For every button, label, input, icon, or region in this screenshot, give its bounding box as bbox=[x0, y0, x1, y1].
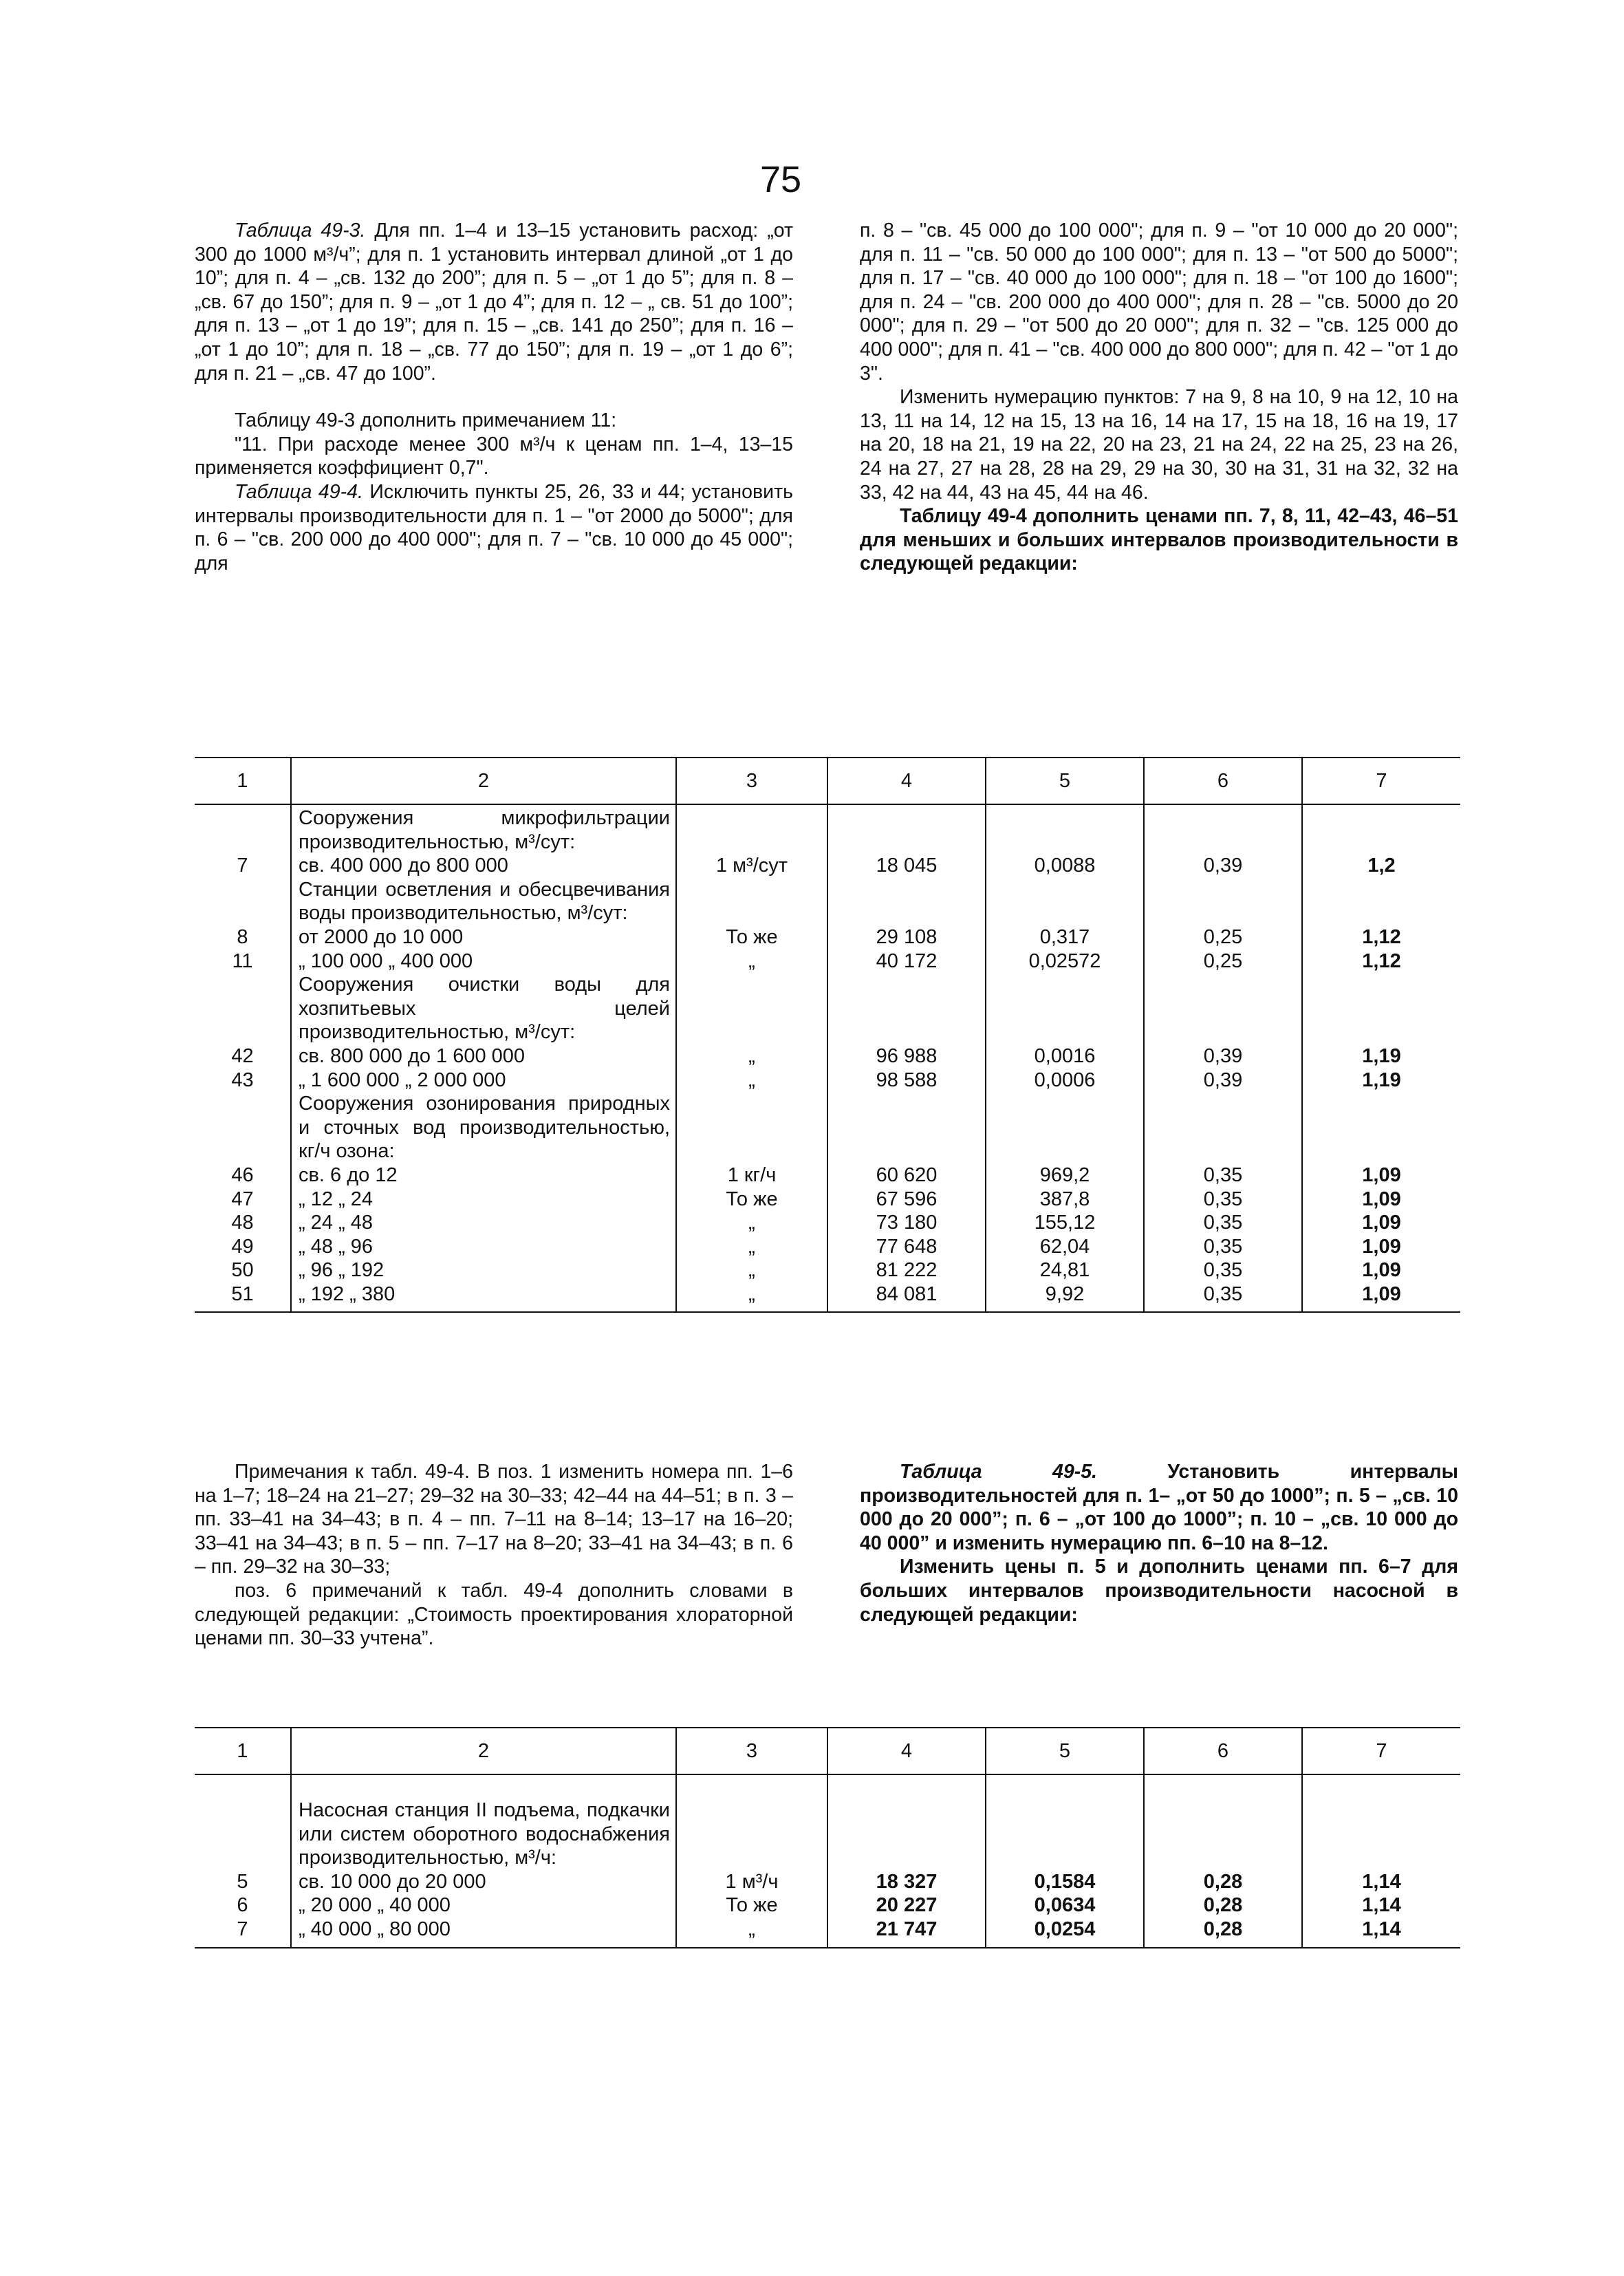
cell-col7: 1,19 bbox=[1302, 1044, 1460, 1069]
cell-col7: 1,09 bbox=[1302, 1211, 1460, 1235]
cell-col4: 18 327 bbox=[827, 1870, 986, 1894]
cell-number: 8 bbox=[237, 925, 248, 948]
cell-description: „ 40 000 „ 80 000 bbox=[291, 1918, 676, 1948]
cell-col7: 1,19 bbox=[1302, 1069, 1460, 1093]
cell-col5 bbox=[986, 973, 1144, 1044]
cell-col6: 0,35 bbox=[1144, 1235, 1302, 1259]
cell-description: „ 100 000 „ 400 000 bbox=[291, 949, 676, 974]
cell-number: 50 bbox=[231, 1259, 254, 1282]
cell-col7 bbox=[1302, 1092, 1460, 1163]
cell-col6: 0,39 bbox=[1144, 1069, 1302, 1093]
table-row bbox=[195, 925, 1460, 949]
cell-col6: 0,35 bbox=[1144, 1188, 1302, 1212]
cell-col5: 0,0634 bbox=[986, 1893, 1144, 1918]
cell-col5: 0,02572 bbox=[986, 949, 1144, 974]
cell-number bbox=[195, 878, 291, 925]
paragraph-lead: Таблица 49-4. bbox=[235, 480, 363, 503]
paragraph bbox=[860, 1555, 1458, 1627]
table-row bbox=[195, 804, 1460, 854]
cell-col4: 29 108 bbox=[827, 925, 986, 949]
column-header-2: 2 bbox=[291, 758, 676, 804]
cell-number: 51 bbox=[195, 1282, 291, 1313]
cell-col6: 0,35 bbox=[1144, 1282, 1302, 1313]
cell-col7: 1,09 bbox=[1302, 1258, 1460, 1282]
paragraph bbox=[195, 219, 793, 385]
table-row bbox=[195, 854, 1460, 878]
cell-col7: 1,09 bbox=[1302, 1282, 1460, 1313]
cell-number: 46 bbox=[231, 1163, 254, 1186]
cell-col6: 0,39 bbox=[1144, 854, 1302, 878]
paragraph: п. 8 – "св. 45 000 до 100 000"; для п. 9 – "от 10 000 до 20 000"; для п. 11 – "св. 50 000 до 100 000"; для п. 13 – "от 500 до 5000"; для п. 17 – "св. 40 000 до 100 000"; для п. 18 – "от 100 до 1600"; для п. 24 – "св. 200 000 до 400 000"; для п. 28 – "св. 5000 до 20 000"; для п. 29 – "от 500 до 20 000"; для п. 32 – "св. 125 000 до 400 000"; для п. 41 – "св. 400 000 до 800 000"; для п. 42 – "от 1 до 3". bbox=[860, 219, 1458, 385]
cell-unit bbox=[676, 1774, 827, 1870]
cell-description: Насосная станция II подъема, подкачки или систем оборотного водоснабжения производительностью, м³/ч: bbox=[291, 1774, 676, 1870]
paragraph-lead: Таблица 49-5. bbox=[900, 1461, 1097, 1483]
cell-unit: „ bbox=[676, 1211, 827, 1235]
paragraph bbox=[860, 1460, 1458, 1555]
cell-col7: 1,2 bbox=[1302, 854, 1460, 878]
table-row bbox=[195, 1211, 1460, 1235]
cell-col4: 96 988 bbox=[827, 1044, 986, 1069]
cell-description: Сооружения озонирования природных и сточных вод производительностью, кг/ч озона: bbox=[291, 1092, 676, 1163]
cell-col4: 67 596 bbox=[827, 1188, 986, 1212]
cell-col6 bbox=[1144, 973, 1302, 1044]
table-header-row bbox=[195, 1728, 1460, 1774]
cell-description: Сооружения очистки воды для хозпитьевых целей производительностью, м³/сут: bbox=[291, 973, 676, 1044]
table-row bbox=[195, 1282, 1460, 1313]
cell-col6: 0,25 bbox=[1144, 949, 1302, 974]
cell-col7: 1,12 bbox=[1302, 925, 1460, 949]
cell-col5: 387,8 bbox=[986, 1188, 1144, 1212]
cell-description: от 2000 до 10 000 bbox=[291, 925, 676, 949]
cell-col5: 0,317 bbox=[986, 925, 1144, 949]
cell-col7 bbox=[1302, 1774, 1460, 1870]
cell-number: 11 bbox=[232, 949, 253, 972]
cell-unit bbox=[676, 1092, 827, 1163]
column-header-4: 4 bbox=[827, 1728, 986, 1774]
cell-col4: 77 648 bbox=[827, 1235, 986, 1259]
cell-col5: 62,04 bbox=[986, 1235, 1144, 1259]
cell-col6: 0,28 bbox=[1144, 1893, 1302, 1918]
table-row bbox=[195, 1163, 1460, 1188]
cell-col6 bbox=[1144, 1774, 1302, 1870]
table-row bbox=[195, 1870, 1460, 1894]
cell-number: 43 bbox=[231, 1069, 254, 1091]
cell-unit: „ bbox=[676, 1282, 827, 1313]
table-header-row bbox=[195, 758, 1460, 804]
column-header-3: 3 bbox=[676, 758, 827, 804]
cell-number: 49 bbox=[231, 1235, 254, 1258]
column-header-6: 6 bbox=[1144, 758, 1302, 804]
cell-unit bbox=[676, 973, 827, 1044]
column-header-1: 1 bbox=[195, 758, 291, 804]
cell-col4: 18 045 bbox=[827, 854, 986, 878]
cell-col6: 0,35 bbox=[1144, 1211, 1302, 1235]
cell-col7: 1,09 bbox=[1302, 1188, 1460, 1212]
paragraph-text: Изменить цены п. 5 и дополнить ценами пп. 6–7 для больших интервалов производительности насосной в следующей редакции: bbox=[860, 1556, 1458, 1626]
cell-col4: 73 180 bbox=[827, 1211, 986, 1235]
cell-col4: 20 227 bbox=[827, 1893, 986, 1918]
cell-col6: 0,28 bbox=[1144, 1918, 1302, 1948]
cell-col6 bbox=[1144, 804, 1302, 854]
paragraph-text: "11. При расходе менее 300 м³/ч к ценам пп. 1–4, 13–15 применяется коэффициент 0,7". bbox=[195, 433, 793, 480]
price-table-49-4 bbox=[195, 757, 1460, 1313]
cell-unit: „ bbox=[676, 1258, 827, 1282]
cell-col4: 40 172 bbox=[827, 949, 986, 974]
column-header-5: 5 bbox=[986, 1728, 1144, 1774]
cell-unit: 1 м³/сут bbox=[676, 854, 827, 878]
table-row bbox=[195, 1188, 1460, 1212]
cell-col5: 969,2 bbox=[986, 1163, 1144, 1188]
paragraph-text: Для пп. 1–4 и 13–15 установить расход: „от 300 до 1000 м³/ч”; для п. 1 установить интервал длиной „от 1 до 10”; для п. 4 – „св. 132 до 200”; для п. 5 – „от 1 до 5”; для п. 8 – „св. 67 до 150”; для п. 9 – „от 1 до 4”; для п. 12 – „ св. 51 до 100”; для п. 13 – „от 1 до 19”; для п. 15 – „св. 141 до 250”; для п. 16 – „от 1 до 10”; для п. 18 – „св. 77 до 150”; для п. 19 – „от 1 до 6”; для п. 21 – „св. 47 до 100”. bbox=[195, 219, 793, 385]
cell-col4 bbox=[827, 1092, 986, 1163]
right-column-top bbox=[860, 219, 1458, 576]
left-column-bottom bbox=[195, 1460, 793, 1651]
cell-col5 bbox=[986, 1092, 1144, 1163]
cell-unit: „ bbox=[676, 1918, 827, 1948]
cell-col4: 60 620 bbox=[827, 1163, 986, 1188]
page-number: 75 bbox=[760, 159, 802, 200]
column-header-3: 3 bbox=[676, 1728, 827, 1774]
cell-col7: 1,09 bbox=[1302, 1235, 1460, 1259]
cell-number: 47 bbox=[231, 1188, 254, 1210]
cell-unit bbox=[676, 878, 827, 925]
cell-description: „ 96 „ 192 bbox=[291, 1258, 676, 1282]
cell-col4: 21 747 bbox=[827, 1918, 986, 1948]
column-header-6: 6 bbox=[1144, 1728, 1302, 1774]
table-row bbox=[195, 949, 1460, 974]
right-column-bottom bbox=[860, 1460, 1458, 1627]
column-header-7: 7 bbox=[1302, 1728, 1460, 1774]
cell-col4: 81 222 bbox=[827, 1258, 986, 1282]
cell-number bbox=[195, 973, 291, 1044]
cell-number bbox=[195, 804, 291, 854]
cell-col5: 9,92 bbox=[986, 1282, 1144, 1313]
cell-col5 bbox=[986, 1774, 1144, 1870]
table-row bbox=[195, 973, 1460, 1044]
column-header-4: 4 bbox=[827, 758, 986, 804]
cell-number: 5 bbox=[237, 1870, 248, 1893]
cell-col5: 0,0016 bbox=[986, 1044, 1144, 1069]
cell-col4 bbox=[827, 973, 986, 1044]
column-header-7: 7 bbox=[1302, 758, 1460, 804]
paragraph-text: Исключить пункты 25, 26, 33 и 44; установить интервалы производительности для п. 1 – "от 2000 до 5000"; для п. 6 – "св. 200 000 до 400 000"; для п. 7 – "св. 10 000 до 45 000"; для bbox=[195, 480, 793, 575]
paragraph-text: Установить интервалы производительностей для п. 1– „от 50 до 1000”; п. 5 – „св. 10 000 до 20 000”; п. 6 – „от 100 до 1000”; п. 10 – „св. 10 000 до 40 000” и изменить нумерацию пп. 6–10 на 8–12. bbox=[860, 1461, 1458, 1554]
cell-description: св. 6 до 12 bbox=[291, 1163, 676, 1188]
cell-unit: 1 кг/ч bbox=[676, 1163, 827, 1188]
cell-description: „ 192 „ 380 bbox=[291, 1282, 676, 1313]
cell-unit: „ bbox=[676, 949, 827, 974]
cell-col6: 0,35 bbox=[1144, 1258, 1302, 1282]
cell-col7 bbox=[1302, 804, 1460, 854]
cell-col5: 24,81 bbox=[986, 1258, 1144, 1282]
cell-col6 bbox=[1144, 1092, 1302, 1163]
cell-col5: 0,0254 bbox=[986, 1918, 1144, 1948]
table-row bbox=[195, 878, 1460, 925]
cell-description: „ 20 000 „ 40 000 bbox=[291, 1893, 676, 1918]
cell-col5: 0,0088 bbox=[986, 854, 1144, 878]
cell-description: св. 800 000 до 1 600 000 bbox=[291, 1044, 676, 1069]
column-header-2: 2 bbox=[291, 1728, 676, 1774]
cell-col5: 0,1584 bbox=[986, 1870, 1144, 1894]
cell-unit: То же bbox=[676, 925, 827, 949]
cell-col5: 0,0006 bbox=[986, 1069, 1144, 1093]
paragraph bbox=[195, 433, 793, 480]
cell-description: св. 400 000 до 800 000 bbox=[291, 854, 676, 878]
cell-unit: То же bbox=[676, 1188, 827, 1212]
paragraph: Примечания к табл. 49-4. В поз. 1 изменить номера пп. 1–6 на 1–7; 18–24 на 21–27; 29–32 на 30–33; 42–44 на 44–51; в п. 3 – пп. 33–41 на 34–43; в п. 4 – пп. 7–11 на 8–14; 13–17 на 16–20; 33–41 на 34–43; в п. 5 – пп. 7–17 на 8–20; 33–41 на 34–43; в п. 6 – пп. 29–32 на 30–33; bbox=[195, 1461, 793, 1578]
table-row bbox=[195, 1235, 1460, 1259]
paragraph: Таблицу 49-4 дополнить ценами пп. 7, 8, 11, 42–43, 46–51 для меньших и больших интервалов производительности в следующей редакции: bbox=[860, 505, 1458, 575]
table-row bbox=[195, 1069, 1460, 1093]
cell-col4: 84 081 bbox=[827, 1282, 986, 1313]
column-header-1: 1 bbox=[195, 1728, 291, 1774]
cell-number: 48 bbox=[231, 1212, 254, 1234]
cell-col7: 1,09 bbox=[1302, 1163, 1460, 1188]
cell-col4 bbox=[827, 1774, 986, 1870]
cell-col6 bbox=[1144, 878, 1302, 925]
paragraph: поз. 6 примечаний к табл. 49-4 дополнить словами в следующей редакции: „Стоимость проектирования хлораторной ценами пп. 30–33 учтена”. bbox=[195, 1579, 793, 1650]
cell-col6: 0,39 bbox=[1144, 1044, 1302, 1069]
cell-unit: „ bbox=[676, 1044, 827, 1069]
cell-description: св. 10 000 до 20 000 bbox=[291, 1870, 676, 1894]
cell-number: 7 bbox=[195, 1918, 291, 1948]
cell-col6: 0,28 bbox=[1144, 1870, 1302, 1894]
cell-description: „ 48 „ 96 bbox=[291, 1235, 676, 1259]
cell-unit: 1 м³/ч bbox=[676, 1870, 827, 1894]
table-row bbox=[195, 1918, 1460, 1948]
cell-col6: 0,35 bbox=[1144, 1163, 1302, 1188]
cell-number: 6 bbox=[237, 1894, 248, 1917]
column-header-5: 5 bbox=[986, 758, 1144, 804]
cell-col5: 155,12 bbox=[986, 1211, 1144, 1235]
paragraph-text: Таблицу 49-3 дополнить примечанием 11: bbox=[235, 409, 617, 432]
cell-col6: 0,25 bbox=[1144, 925, 1302, 949]
cell-unit: То же bbox=[676, 1893, 827, 1918]
cell-number bbox=[195, 1092, 291, 1163]
table-row bbox=[195, 1258, 1460, 1282]
cell-col5 bbox=[986, 804, 1144, 854]
cell-col5 bbox=[986, 878, 1144, 925]
table-row bbox=[195, 1092, 1460, 1163]
cell-col4 bbox=[827, 878, 986, 925]
table-row bbox=[195, 1774, 1460, 1870]
cell-number: 42 bbox=[231, 1044, 254, 1067]
price-table-49-5 bbox=[195, 1727, 1460, 1948]
cell-description: Станции осветления и обесцвечивания воды производительностью, м³/сут: bbox=[291, 878, 676, 925]
cell-unit: „ bbox=[676, 1235, 827, 1259]
paragraph-lead: Таблица 49-3. bbox=[235, 219, 366, 241]
paragraph: Изменить нумерацию пунктов: 7 на 9, 8 на 10, 9 на 12, 10 на 13, 11 на 14, 12 на 15, 13 на 16, 14 на 17, 15 на 18, 16 на 19, 17 на 20, 18 на 21, 19 на 22, 20 на 23, 21 на 24, 22 на 25, 23 на 26, 24 на 27, 27 на 28, 28 на 29, 29 на 30, 30 на 31, 31 на 32, 32 на 33, 42 на 44, 43 на 45, 44 на 46. bbox=[860, 386, 1458, 504]
cell-description: „ 24 „ 48 bbox=[291, 1211, 676, 1235]
table-row bbox=[195, 1893, 1460, 1918]
cell-col4 bbox=[827, 804, 986, 854]
cell-col7 bbox=[1302, 973, 1460, 1044]
cell-number: 7 bbox=[237, 855, 248, 877]
cell-description: „ 1 600 000 „ 2 000 000 bbox=[291, 1069, 676, 1093]
paragraph bbox=[195, 409, 793, 433]
table-row bbox=[195, 1044, 1460, 1069]
paragraph bbox=[195, 480, 793, 575]
left-column-top bbox=[195, 219, 793, 575]
cell-description: Сооружения микрофильтрации производительностью, м³/сут: bbox=[291, 804, 676, 854]
cell-description: „ 12 „ 24 bbox=[291, 1188, 676, 1212]
cell-col7: 1,14 bbox=[1302, 1918, 1460, 1948]
cell-col7 bbox=[1302, 878, 1460, 925]
cell-col7: 1,14 bbox=[1302, 1893, 1460, 1918]
cell-col7: 1,14 bbox=[1302, 1870, 1460, 1894]
cell-unit: „ bbox=[676, 1069, 827, 1093]
cell-number bbox=[195, 1774, 291, 1870]
cell-col7: 1,12 bbox=[1302, 949, 1460, 974]
cell-unit bbox=[676, 804, 827, 854]
cell-col4: 98 588 bbox=[827, 1069, 986, 1093]
